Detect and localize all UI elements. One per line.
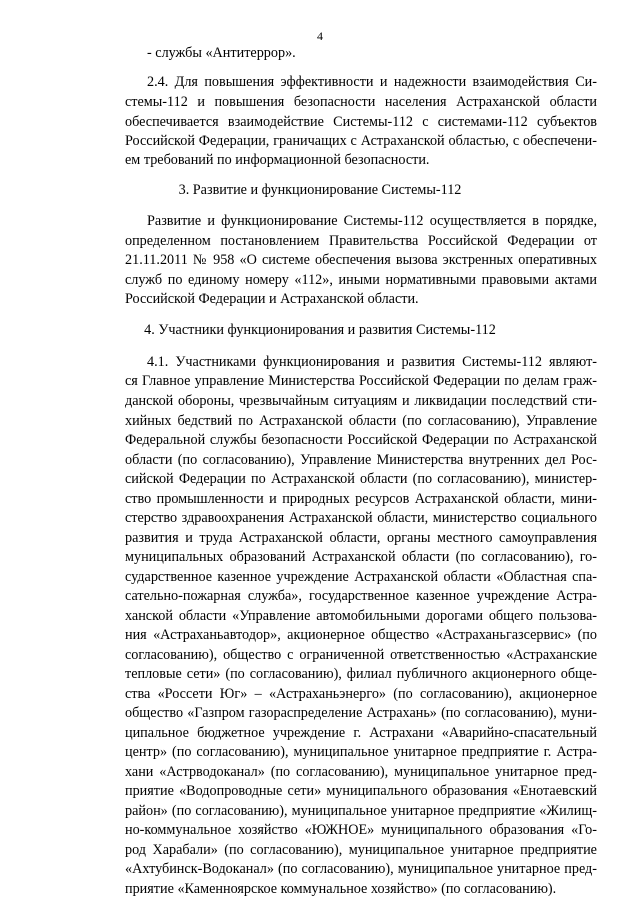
paragraph-line: Развитие и функционирование Системы-112 осуществляется в порядке, — [147, 213, 597, 229]
paragraph-line: сательно-пожарная служба», государственное казенное учреждение Астра- — [125, 588, 597, 604]
paragraph-line: Федеральной службы безопасности Российской Федерации по Астраханской — [125, 432, 597, 448]
paragraph-line: приятие «Водопроводные сети» муниципального образования «Енотаевский — [125, 783, 597, 799]
paragraph-line: стерство здравоохранения Астраханской области, министерство социального — [125, 510, 597, 526]
paragraph-line: ния «Астраханьавтодор», акционерное общество «Астраханьгазсервис» (по — [125, 627, 597, 643]
paragraph-line: хани «Астрводоканал» (по согласованию), муниципальное унитарное пред- — [125, 764, 597, 780]
paragraph-line: определенном постановлением Правительства Российской Федерации от — [125, 233, 597, 249]
paragraph-line: Российской Федерации, граничащих с Астраханской областью, с обеспечени- — [125, 133, 597, 149]
paragraph-line: развития и труда Астраханской области, органы местного самоуправления — [125, 530, 597, 546]
paragraph-line: приятие «Каменноярское коммунальное хозяйство» (по согласованию). — [125, 881, 557, 897]
section-heading: 3. Развитие и функционирование Системы-112 — [178, 182, 462, 198]
paragraph-line: данской обороны, чрезвычайным ситуациям и ликвидации последствий сти- — [125, 393, 597, 409]
paragraph-line: ханской области «Управление автомобильными дорогами общего пользова- — [125, 608, 597, 624]
paragraph-line: центр» (по согласованию), муниципальное унитарное предприятие г. Астра- — [125, 744, 597, 760]
paragraph-line: 21.11.2011 № 958 «О системе обеспечения вызова экстренных оперативных — [125, 252, 597, 268]
paragraph-line: район» (по согласованию), муниципальное унитарное предприятие «Жилищ- — [125, 803, 597, 819]
paragraph-line: ство промышленности и природных ресурсов Астраханской области, мини- — [125, 491, 597, 507]
paragraph-line: «Ахтубинск-Водоканал» (по согласованию), муниципальное унитарное пред- — [125, 861, 597, 877]
paragraph-line: служб по единому номеру «112», иными нормативными правовыми актами — [125, 272, 597, 288]
paragraph-line: тепловые сети» (по согласованию), филиал публичного акционерного обще- — [125, 666, 597, 682]
paragraph-line: согласованию), общество с ограниченной ответственностью «Астраханские — [125, 647, 597, 663]
paragraph-line: род Харабали» (по согласованию), муниципальное унитарное предприятие — [125, 842, 597, 858]
paragraph-line: обеспечивается взаимодействие Системы-112 с системами-112 субъектов — [125, 114, 597, 130]
paragraph-line: ства «Россети Юг» – «Астраханьэнерго» (по согласованию), акционерное — [125, 686, 597, 702]
paragraph-line: 4.1. Участниками функционирования и развития Системы-112 являют- — [147, 354, 597, 370]
paragraph-line: - службы «Антитеррор». — [147, 45, 296, 61]
section-heading: 4. Участники функционирования и развития Системы-112 — [144, 322, 496, 338]
paragraph-line: Российской Федерации и Астраханской области. — [125, 291, 419, 307]
paragraph-line: муниципальных образований Астраханской области (по согласованию), го- — [125, 549, 597, 565]
paragraph-line: стемы-112 и повышения безопасности населения Астраханской области — [125, 94, 597, 110]
paragraph-line: ся Главное управление Министерства Российской Федерации по делам граж- — [125, 373, 597, 389]
paragraph-line: хийных бедствий по Астраханской области (по согласованию), Управление — [125, 413, 597, 429]
paragraph-line: общество «Газпром газораспределение Астрахань» (по согласованию), муни- — [125, 705, 597, 721]
paragraph-line: области (по согласованию), Управление Министерства внутренних дел Рос- — [125, 452, 597, 468]
paragraph-line: ципальное бюджетное учреждение г. Астрахани «Аварийно-спасательный — [125, 725, 597, 741]
paragraph-line: сийской Федерации по Астраханской области (по согласованию), министер- — [125, 471, 597, 487]
paragraph-line: но-коммунальное хозяйство «ЮЖНОЕ» муниципального образования «Го- — [125, 822, 597, 838]
page-number: 4 — [317, 29, 323, 43]
paragraph-line: 2.4. Для повышения эффективности и надежности взаимодействия Си- — [147, 74, 597, 90]
paragraph-line: сударственное казенное учреждение Астраханской области «Областная спа- — [125, 569, 597, 585]
paragraph-line: ем требований по информационной безопасности. — [125, 152, 430, 168]
